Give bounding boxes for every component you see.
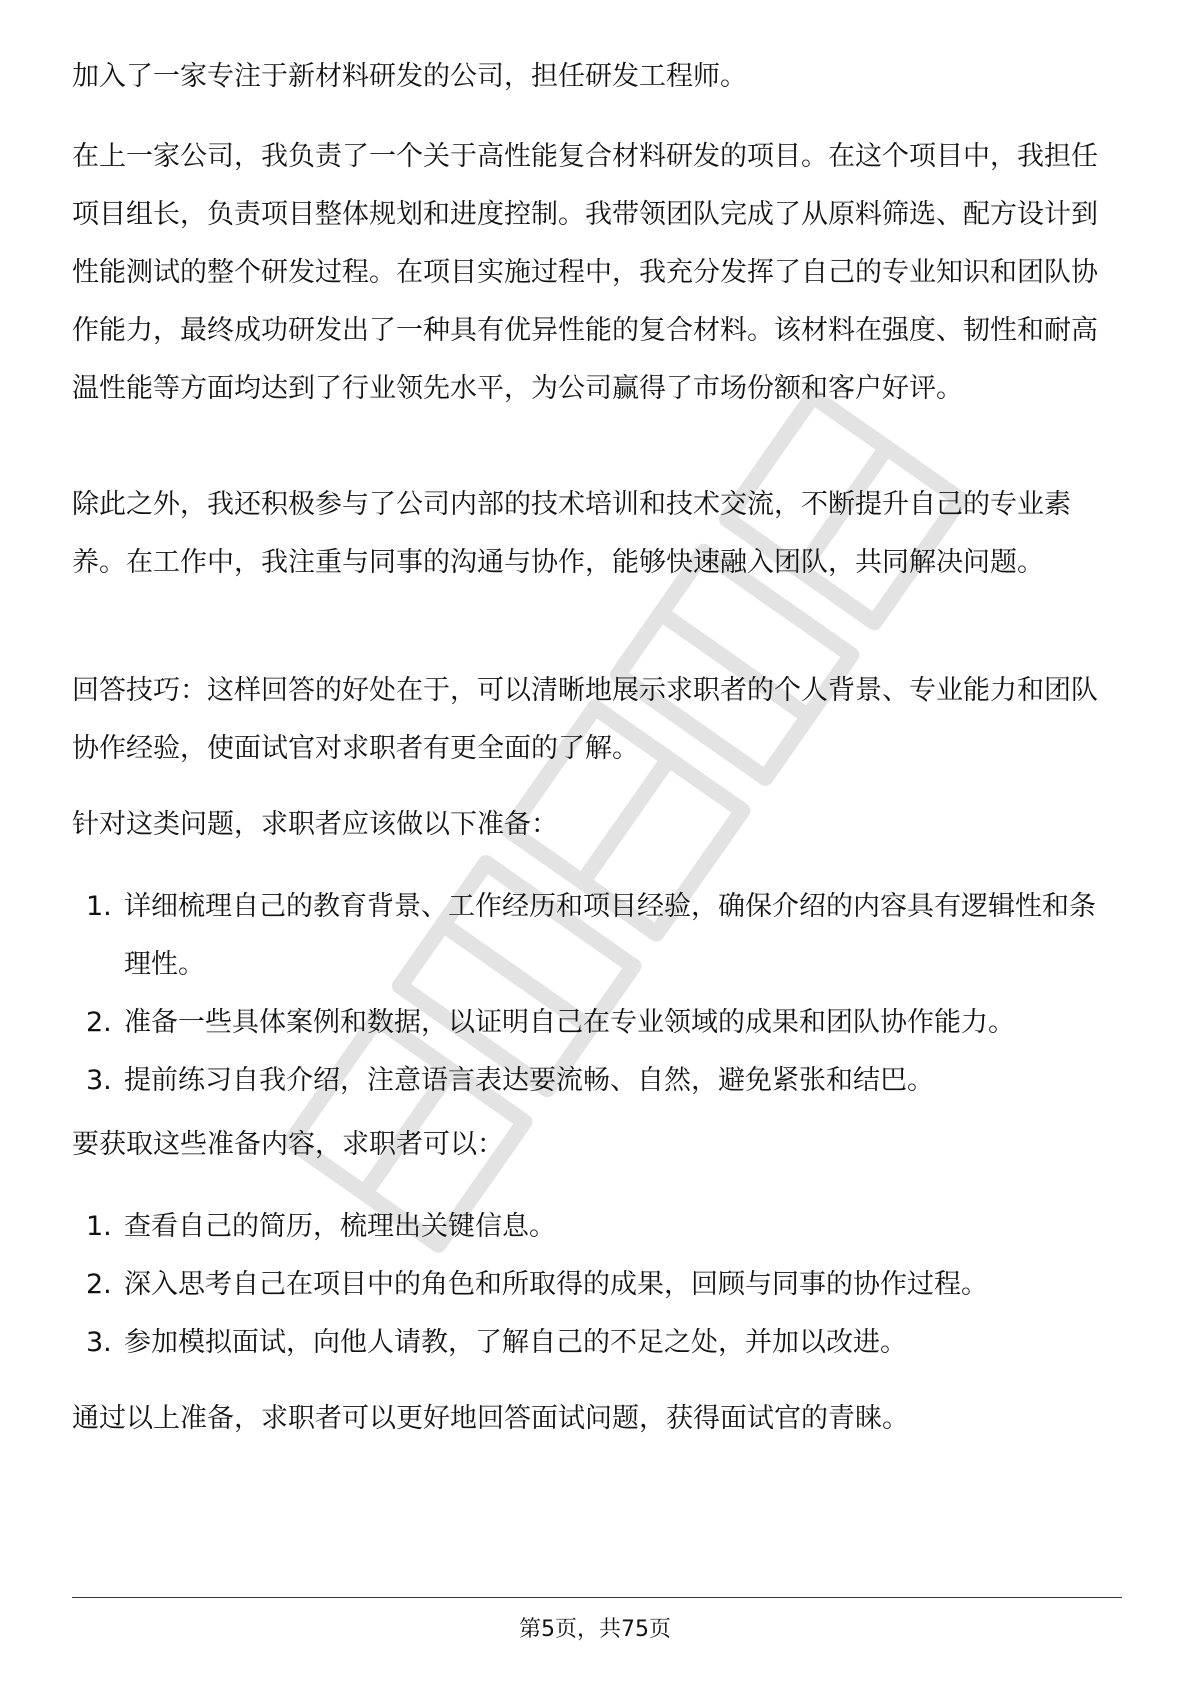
list-item [72, 1052, 1122, 1110]
paragraph-answer-tip: 回答技巧：这样回答的好处在于，可以清晰地展示求职者的个人背景、专业能力和团队协作经验，使面试官对求职者有更全面的了解。 [72, 675, 1098, 764]
list-item-text: 查看自己的简历，梳理出关键信息。 [124, 1211, 556, 1242]
paragraph-obtain-intro: 要获取这些准备内容，求职者可以： [72, 1129, 504, 1160]
list-number: 1. [86, 1211, 112, 1242]
list-number: 3. [86, 1327, 112, 1358]
list-number: 1. [86, 891, 112, 922]
list-number: 2. [86, 1007, 112, 1038]
paragraph-prep-intro: 针对这类问题，求职者应该做以下准备： [72, 809, 558, 840]
paragraph-intro-end: 加入了一家专注于新材料研发的公司，担任研发工程师。 [72, 61, 747, 92]
list-item-text: 详细梳理自己的教育背景、工作经历和项目经验，确保介绍的内容具有逻辑性和条理性。 [124, 891, 1096, 980]
paragraph-conclusion: 通过以上准备，求职者可以更好地回答面试问题，获得面试官的青睐。 [72, 1403, 909, 1434]
list-item-text: 参加模拟面试，向他人请教，了解自己的不足之处，并加以改进。 [124, 1327, 907, 1358]
list-item [72, 878, 1122, 994]
footer-divider [72, 1597, 1122, 1598]
obtain-list [72, 1198, 1122, 1372]
list-number: 2. [86, 1269, 112, 1300]
list-item [72, 1314, 1122, 1372]
list-item-text: 深入思考自己在项目中的角色和所取得的成果，回顾与同事的协作过程。 [124, 1269, 988, 1300]
page-number: 第5页，共75页 [519, 1617, 671, 1642]
list-item-text: 提前练习自我介绍，注意语言表达要流畅、自然，避免紧张和结巴。 [124, 1065, 934, 1096]
paragraph-project: 在上一家公司，我负责了一个关于高性能复合材料研发的项目。在这个项目中，我担任项目组长，负责项目整体规划和进度控制。我带领团队完成了从原料筛选、配方设计到性能测试的整个研发过程。在项目实施过程中，我充分发挥了自己的专业知识和团队协作能力，最终成功研发出了一种具有优异性能的复合材料。该材料在强度、韧性和耐高温性能等方面均达到了行业领先水平，为公司赢得了市场份额和客户好评。 [72, 141, 1098, 404]
list-number: 3. [86, 1065, 112, 1096]
prep-list [72, 878, 1122, 1110]
list-item [72, 1198, 1122, 1256]
list-item [72, 994, 1122, 1052]
paragraph-additional: 除此之外，我还积极参与了公司内部的技术培训和技术交流，不断提升自己的专业素养。在工作中，我注重与同事的沟通与协作，能够快速融入团队，共同解决问题。 [72, 489, 1071, 578]
list-item-text: 准备一些具体案例和数据，以证明自己在专业领域的成果和团队协作能力。 [124, 1007, 1015, 1038]
list-item [72, 1256, 1122, 1314]
